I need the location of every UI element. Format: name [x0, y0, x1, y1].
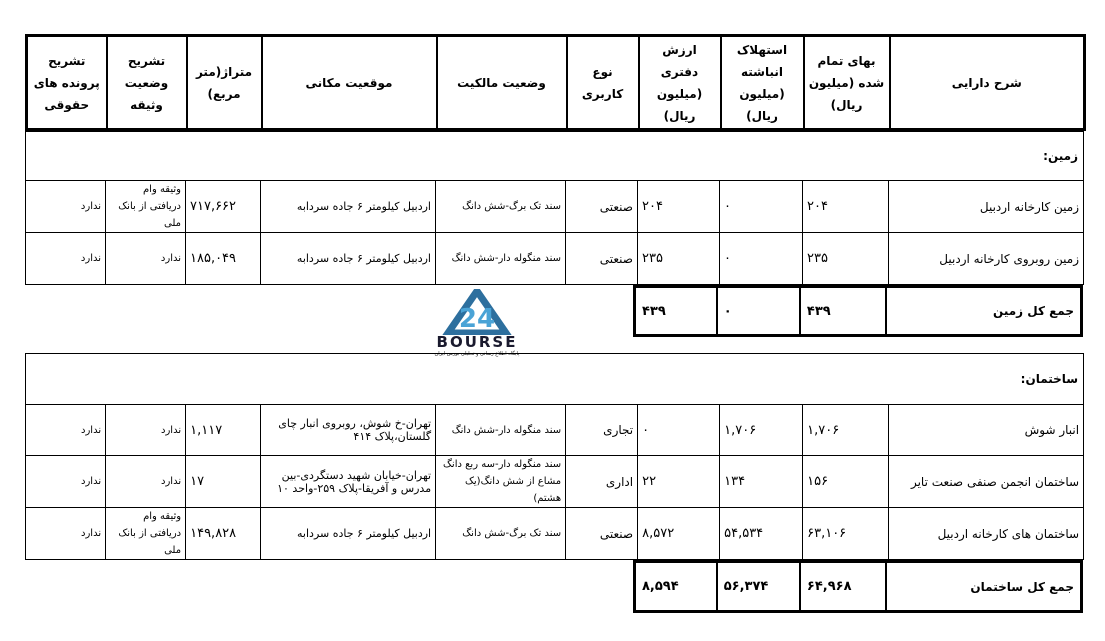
asset-legal: ندارد	[26, 181, 106, 233]
asset-cost: ۲۳۵	[803, 233, 889, 285]
header-area: متراژ(متر مربع)	[187, 36, 262, 130]
asset-location: اردبیل کیلومتر ۶ جاده سردابه	[261, 508, 436, 560]
header-legal: تشریح پرونده های حقوقی	[27, 36, 107, 130]
asset-collateral: ندارد	[106, 456, 186, 508]
asset-desc: انبار شوش	[889, 405, 1084, 456]
header-collateral: تشریح وضعیت وثیقه	[107, 36, 187, 130]
building-total-row	[635, 562, 1082, 612]
asset-depreciation: ۱,۷۰۶	[720, 405, 803, 456]
table-row	[26, 233, 1084, 285]
asset-usage: تجاری	[566, 405, 638, 456]
building-total-book-value: ۸,۵۹۴	[635, 562, 717, 612]
asset-depreciation: ۰	[720, 233, 803, 285]
asset-book-value: ۸,۵۷۲	[638, 508, 720, 560]
land-table	[25, 131, 1084, 285]
asset-collateral: ندارد	[106, 233, 186, 285]
building-total-label: جمع کل ساختمان	[886, 562, 1081, 612]
building-section-row	[26, 354, 1084, 405]
svg-text:24: 24	[458, 304, 496, 334]
asset-usage: صنعتی	[566, 233, 638, 285]
land-total-depreciation: ۰	[717, 287, 800, 336]
building-total-table	[633, 560, 1083, 613]
asset-legal: ندارد	[26, 456, 106, 508]
asset-book-value: ۰	[638, 405, 720, 456]
asset-cost: ۱,۷۰۶	[803, 405, 889, 456]
asset-depreciation: ۰	[720, 181, 803, 233]
building-table	[25, 353, 1084, 560]
asset-collateral: وثیقه وام دریافتی از بانک ملی	[106, 508, 186, 560]
asset-collateral: ندارد	[106, 405, 186, 456]
asset-cost: ۱۵۶	[803, 456, 889, 508]
land-total-table	[633, 285, 1083, 337]
table-row	[26, 405, 1084, 456]
asset-desc: زمین کارخانه اردبیل	[889, 181, 1084, 233]
logo-tagline: پایگاه اطلاع رسانی و تحلیلی بورس ایران	[434, 351, 520, 357]
header-row	[27, 36, 1085, 130]
header-desc: شرح دارایی	[890, 36, 1085, 130]
asset-legal: ندارد	[26, 405, 106, 456]
asset-area: ۱۴۹,۸۲۸	[186, 508, 261, 560]
asset-location: تهران-خ شوش، روبروی انبار چای گلستان،پلاک ۴۱۴	[261, 405, 436, 456]
asset-book-value: ۲۳۵	[638, 233, 720, 285]
asset-depreciation: ۵۴,۵۳۴	[720, 508, 803, 560]
asset-cost: ۲۰۴	[803, 181, 889, 233]
asset-depreciation: ۱۳۴	[720, 456, 803, 508]
asset-ownership: سند تک برگ-شش دانگ	[436, 181, 566, 233]
asset-area: ۱۸۵,۰۴۹	[186, 233, 261, 285]
header-location: موقعیت مکانی	[262, 36, 437, 130]
header-depreciation: استهلاک انباشته (میلیون ریال)	[721, 36, 804, 130]
asset-book-value: ۲۲	[638, 456, 720, 508]
asset-location: اردبیل کیلومتر ۶ جاده سردابه	[261, 181, 436, 233]
asset-ownership: سند تک برگ-شش دانگ	[436, 508, 566, 560]
header-cost: بهای تمام شده (میلیون ریال)	[804, 36, 890, 130]
asset-location: تهران-خیابان شهید دستگردی-بین مدرس و آفریقا-پلاک ۲۵۹-واحد ۱۰	[261, 456, 436, 508]
asset-usage: اداری	[566, 456, 638, 508]
header-book-value: ارزش دفتری (میلیون ریال)	[639, 36, 721, 130]
asset-desc: زمین روبروی کارخانه اردبیل	[889, 233, 1084, 285]
asset-desc: ساختمان انجمن صنفی صنعت تایر	[889, 456, 1084, 508]
land-section-title: زمین:	[26, 132, 1084, 181]
asset-desc: ساختمان های کارخانه اردبیل	[889, 508, 1084, 560]
building-section-title: ساختمان:	[26, 354, 1084, 405]
table-row	[26, 456, 1084, 508]
asset-usage: صنعتی	[566, 181, 638, 233]
land-total-label: جمع کل زمین	[886, 287, 1081, 336]
asset-location: اردبیل کیلومتر ۶ جاده سردابه	[261, 233, 436, 285]
asset-area: ۷۱۷,۶۶۲	[186, 181, 261, 233]
table-row	[26, 508, 1084, 560]
asset-ownership: سند منگوله دار-شش دانگ	[436, 405, 566, 456]
asset-ownership: سند منگوله دار-شش دانگ	[436, 233, 566, 285]
asset-area: ۱,۱۱۷	[186, 405, 261, 456]
asset-legal: ندارد	[26, 508, 106, 560]
building-total-depreciation: ۵۶,۳۷۴	[717, 562, 800, 612]
header-ownership: وضعیت مالکیت	[437, 36, 567, 130]
land-total-cost: ۴۳۹	[800, 287, 886, 336]
logo-word: BOURSE	[436, 333, 518, 351]
header-usage: نوع کاربری	[567, 36, 639, 130]
asset-area: ۱۷	[186, 456, 261, 508]
table-row	[26, 181, 1084, 233]
header-table	[25, 34, 1086, 131]
bourse-logo	[432, 289, 522, 359]
asset-usage: صنعتی	[566, 508, 638, 560]
land-total-book-value: ۴۳۹	[635, 287, 717, 336]
asset-ownership: سند منگوله دار-سه ربع دانگ مشاع از شش دانگ(یک هشتم)	[436, 456, 566, 508]
building-total-cost: ۶۴,۹۶۸	[800, 562, 886, 612]
asset-collateral: وثیقه وام دریافتی از بانک ملی	[106, 181, 186, 233]
bourse-logo-mark-icon	[432, 289, 522, 335]
land-section-row	[26, 132, 1084, 181]
asset-book-value: ۲۰۴	[638, 181, 720, 233]
land-total-row	[635, 287, 1082, 336]
asset-cost: ۶۳,۱۰۶	[803, 508, 889, 560]
asset-legal: ندارد	[26, 233, 106, 285]
